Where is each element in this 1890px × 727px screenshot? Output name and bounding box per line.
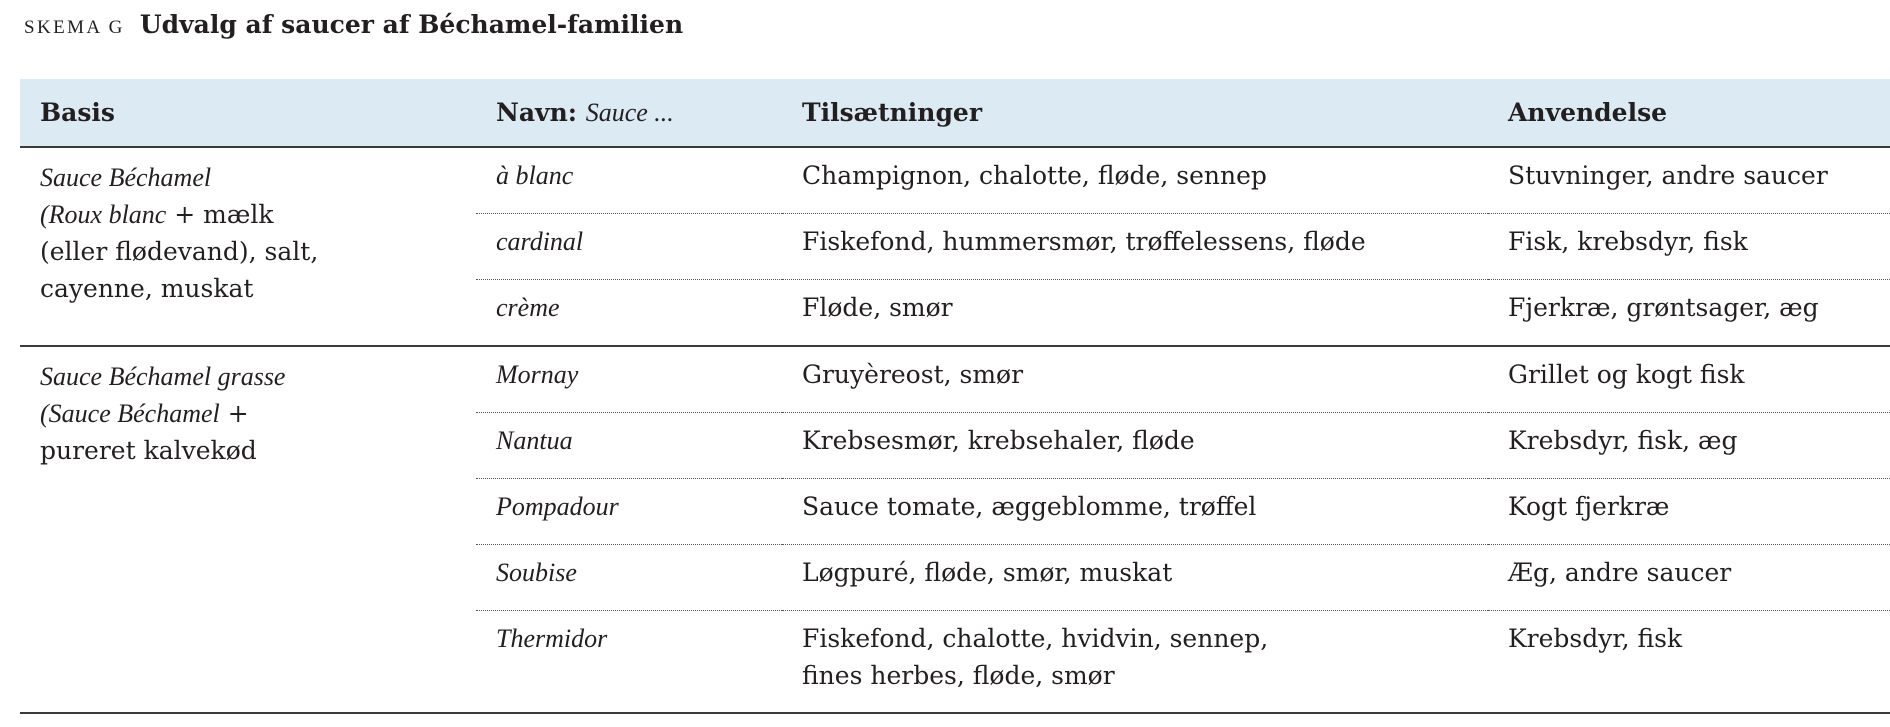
sauce-additions: Fløde, smør	[782, 280, 1488, 347]
sauce-additions: Sauce tomate, æggeblomme, trøffel	[782, 479, 1488, 545]
sauce-usage: Grillet og kogt fisk	[1488, 346, 1890, 413]
sauce-usage: Fisk, krebsdyr, fisk	[1488, 214, 1890, 280]
sauce-name: Pompadour	[476, 479, 782, 545]
sauce-additions: Gruyèreost, smør	[782, 346, 1488, 413]
table-row	[20, 346, 1890, 413]
sauce-table	[20, 79, 1890, 714]
basis-title: Sauce Béchamel grasse	[40, 362, 286, 391]
basis-line-italic: (Roux blanc	[40, 200, 167, 229]
sauce-name: cardinal	[476, 214, 782, 280]
basis-line: cayenne, muskat	[40, 274, 254, 303]
sauce-usage: Krebsdyr, fisk, æg	[1488, 413, 1890, 479]
basis-line	[40, 196, 476, 233]
basis-line: pureret kalvekød	[40, 436, 257, 465]
sauce-name: à blanc	[476, 147, 782, 214]
sauce-name: Mornay	[476, 346, 782, 413]
sauce-additions-line: fines herbes, fløde, smør	[802, 661, 1115, 690]
basis-line-italic: (Sauce Béchamel	[40, 399, 220, 428]
basis-line-rest: + mælk	[166, 200, 274, 229]
sauce-name: Soubise	[476, 545, 782, 611]
table-body	[20, 147, 1890, 713]
basis-line-rest: +	[219, 399, 249, 428]
header-row	[20, 79, 1890, 147]
basis-line	[40, 395, 476, 432]
sauce-additions: Fiskefond, hummersmør, trøffelessens, fløde	[782, 214, 1488, 280]
sauce-name: Thermidor	[476, 611, 782, 714]
table-row	[20, 147, 1890, 214]
sauce-additions: Champignon, chalotte, fløde, sennep	[782, 147, 1488, 214]
header-name-italic: Sauce ...	[585, 97, 674, 127]
caption-label: SKEMA G	[24, 17, 125, 38]
sauce-usage: Kogt fjerkræ	[1488, 479, 1890, 545]
table-header	[20, 79, 1890, 147]
sauce-usage: Krebsdyr, fisk	[1488, 611, 1890, 714]
sauce-name: Nantua	[476, 413, 782, 479]
basis-title: Sauce Béchamel	[40, 163, 212, 192]
header-usage: Anvendelse	[1488, 79, 1890, 147]
sauce-usage: Stuvninger, andre saucer	[1488, 147, 1890, 214]
sauce-additions: Løgpuré, fløde, smør, muskat	[782, 545, 1488, 611]
basis-line: (eller flødevand), salt,	[40, 237, 319, 266]
sauce-additions-line: Fiskefond, chalotte, hvidvin, sennep,	[802, 624, 1269, 653]
sauce-name: crème	[476, 280, 782, 347]
basis-cell	[20, 346, 476, 713]
header-basis: Basis	[20, 79, 476, 147]
header-additions: Tilsætninger	[782, 79, 1488, 147]
header-name	[476, 79, 782, 147]
caption-title: Udvalg af saucer af Béchamel-familien	[139, 10, 684, 39]
basis-cell	[20, 147, 476, 346]
sauce-additions	[782, 611, 1488, 714]
sauce-usage: Æg, andre saucer	[1488, 545, 1890, 611]
sauce-additions: Krebsesmør, krebsehaler, fløde	[782, 413, 1488, 479]
table-caption	[24, 10, 683, 39]
sauce-usage: Fjerkræ, grøntsager, æg	[1488, 280, 1890, 347]
header-name-prefix: Navn:	[496, 97, 577, 127]
